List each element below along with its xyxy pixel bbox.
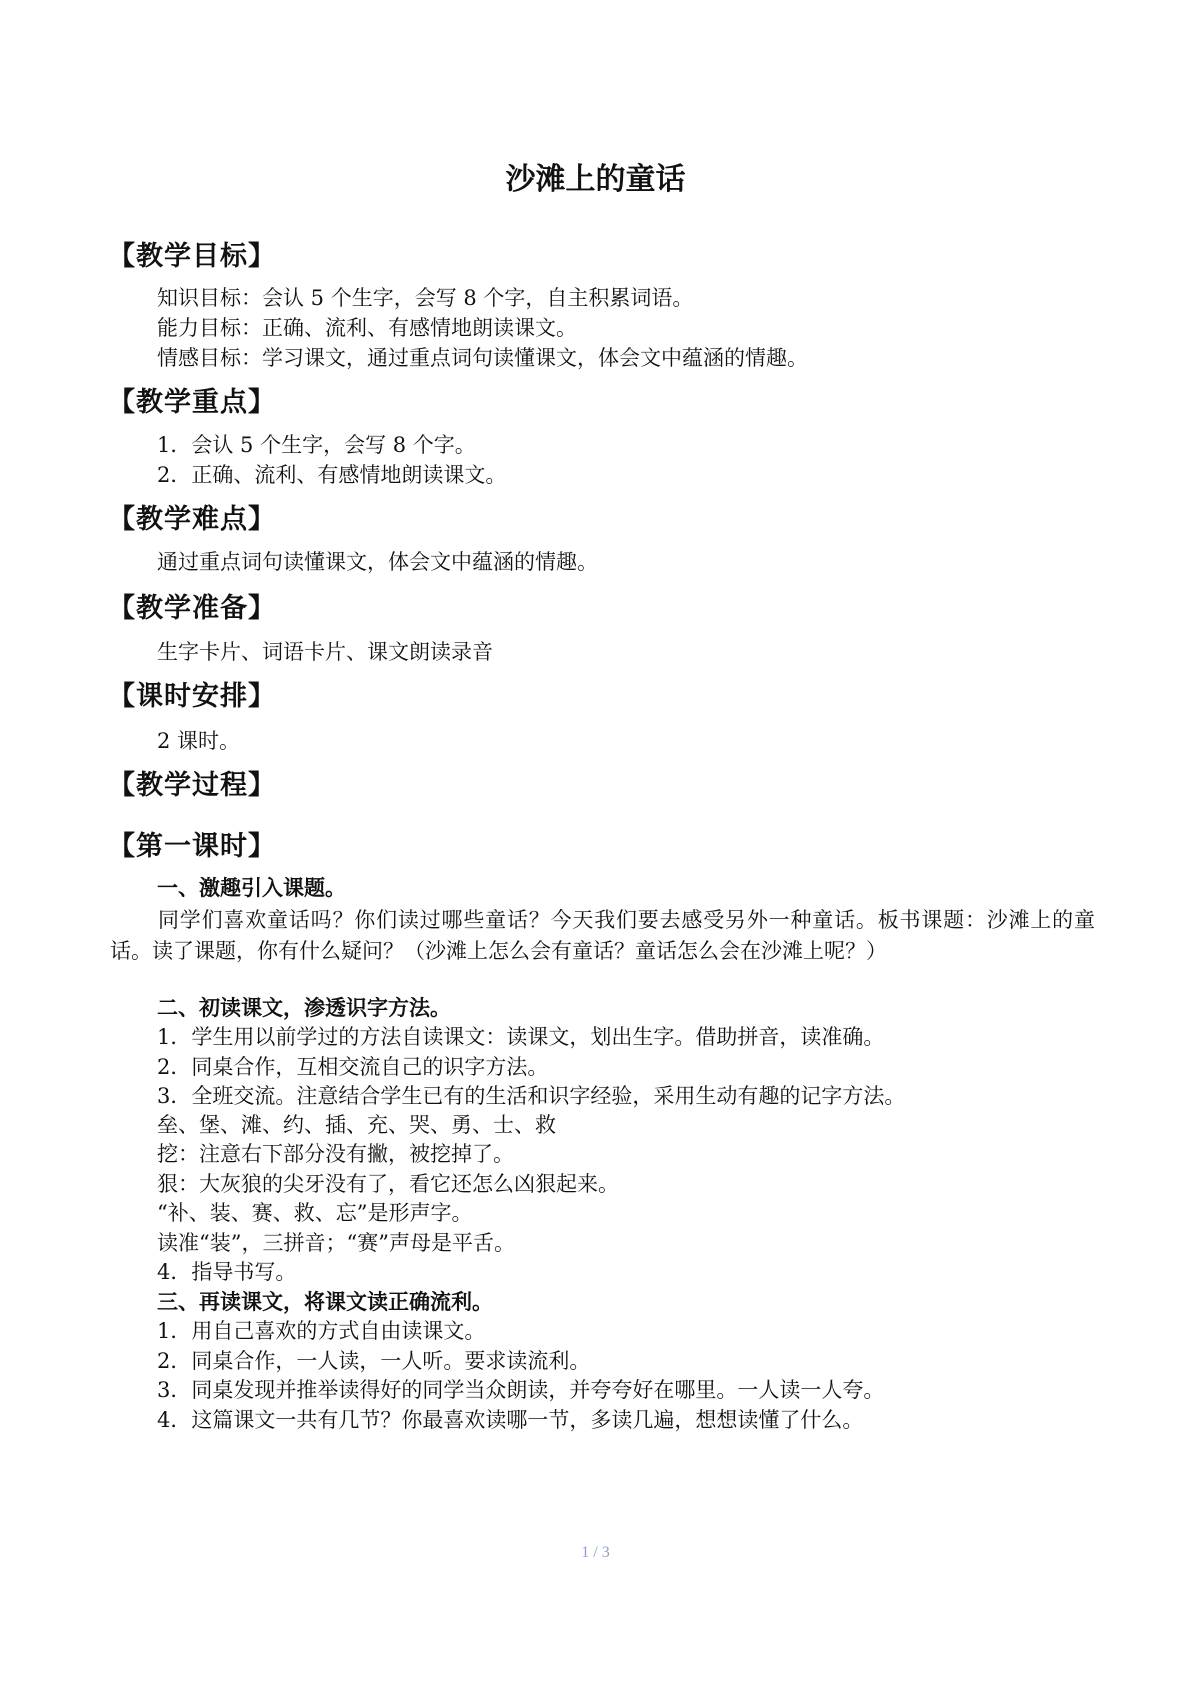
step2-line: 狠：大灰狼的尖牙没有了，看它还怎么凶狠起来。: [157, 1172, 619, 1196]
step3-line: 1．用自己喜欢的方式自由读课文。: [157, 1319, 486, 1343]
step3-line: 4．这篇课文一共有几节？你最喜欢读哪一节，多读几遍，想想读懂了什么。: [157, 1408, 864, 1432]
step2-line: 3．全班交流。注意结合学生已有的生活和识字经验，采用生动有趣的记字方法。: [157, 1084, 906, 1108]
document-title: 沙滩上的童话: [505, 162, 686, 197]
step2-line: 垒、堡、滩、约、插、充、哭、勇、士、救: [157, 1113, 556, 1137]
step2-line: “补、装、赛、救、忘”是形声字。: [157, 1201, 473, 1225]
goal-ability: 能力目标：正确、流利、有感情地朗读课文。: [157, 316, 577, 340]
focus-item: 2．正确、流利、有感情地朗读课文。: [157, 463, 507, 487]
step1-title: 一、激趣引入课题。: [157, 876, 346, 900]
heading-teaching-difficulty: 【教学难点】: [108, 504, 276, 535]
heading-teaching-focus: 【教学重点】: [108, 387, 276, 418]
step1-paragraph: 同学们喜欢童话吗？你们读过哪些童话？今天我们要去感受另外一种童话。板书课题：沙滩上的童话。读了课题，你有什么疑问？（沙滩上怎么会有童话？童话怎么会在沙滩上呢？）: [110, 908, 1095, 963]
step2-title: 二、初读课文，渗透识字方法。: [157, 996, 451, 1020]
heading-lesson-one: 【第一课时】: [108, 831, 276, 862]
step2-line: 2．同桌合作，互相交流自己的识字方法。: [157, 1055, 549, 1079]
page-indicator: 1 / 3: [581, 1544, 610, 1561]
step3-line: 2．同桌合作，一人读，一人听。要求读流利。: [157, 1349, 591, 1373]
heading-teaching-goals: 【教学目标】: [108, 241, 276, 272]
step3-title: 三、再读课文，将课文读正确流利。: [157, 1290, 493, 1314]
step2-line: 1．学生用以前学过的方法自读课文：读课文，划出生字。借助拼音，读准确。: [157, 1025, 885, 1049]
prep-text: 生字卡片、词语卡片、课文朗读录音: [157, 640, 493, 664]
heading-schedule: 【课时安排】: [108, 681, 276, 712]
step2-line: 4．指导书写。: [157, 1260, 297, 1284]
step2-line: 读准“装”，三拼音；“赛”声母是平舌。: [157, 1231, 515, 1255]
step2-line: 挖：注意右下部分没有撇，被挖掉了。: [157, 1142, 514, 1166]
heading-teaching-process: 【教学过程】: [108, 770, 276, 801]
goal-knowledge: 知识目标：会认 5 个生字，会写 8 个字，自主积累词语。: [157, 286, 694, 310]
difficulty-text: 通过重点词句读懂课文，体会文中蕴涵的情趣。: [157, 550, 598, 574]
goal-emotion: 情感目标：学习课文，通过重点词句读懂课文，体会文中蕴涵的情趣。: [157, 346, 808, 370]
heading-teaching-prep: 【教学准备】: [108, 593, 276, 624]
step3-line: 3．同桌发现并推举读得好的同学当众朗读，并夸夸好在哪里。一人读一人夸。: [157, 1378, 885, 1402]
focus-item: 1．会认 5 个生字，会写 8 个字。: [157, 433, 476, 457]
schedule-text: 2 课时。: [157, 729, 241, 753]
